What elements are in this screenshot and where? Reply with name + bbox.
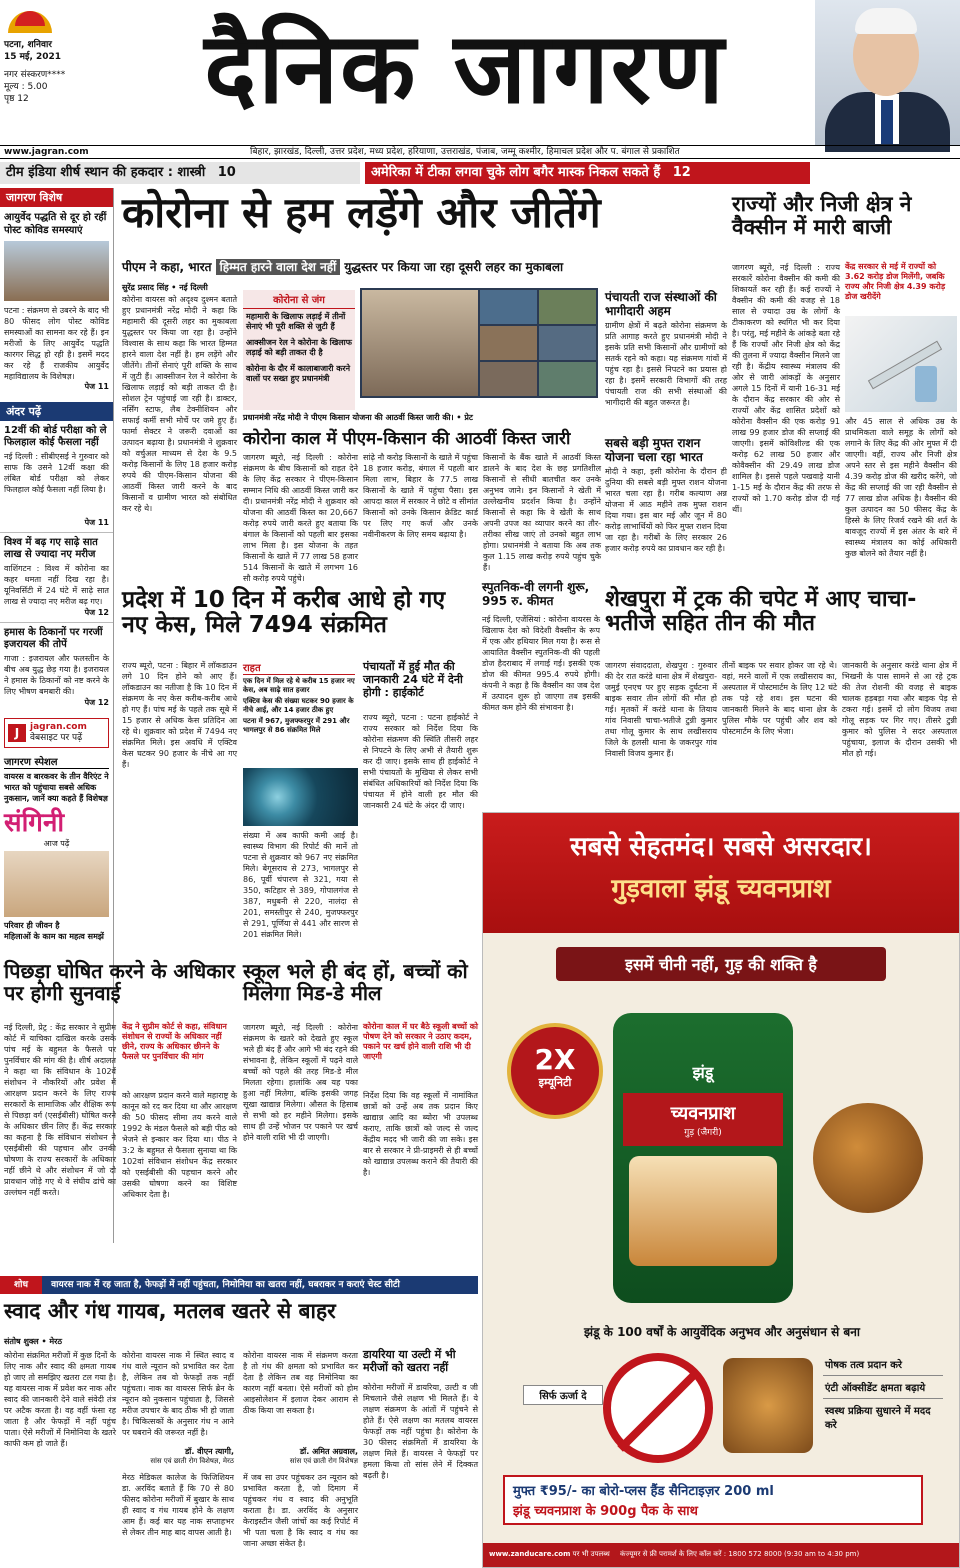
city-day: पटना, शनिवार — [4, 40, 52, 50]
edition: नगर संस्करण**** — [4, 70, 66, 80]
research-text: कोरोना संक्रमित मरीजों में कुछ दिनों के लिए नाक और स्वाद की क्षमता गायब हो जाए तो समझिए खतरा टल गया है। यह वायरस नाक में प्रवेश कर नाक और स्वाद की जानकारी देने वाले संवेदी तंत्र पर अटैक करता है। वह वहीं फंसा रह जाता है और फेफड़ों में नहीं पहुंच पाता। ऐसे मरीजों में निमोनिया के खतरे काफी कम हो जाते हैं। — [4, 1351, 116, 1448]
immunity-badge: 2X इम्यूनिटी — [507, 1023, 603, 1119]
court-headline[interactable]: पंचायतों में हुई मौत की जानकारी 24 घंटे में देनी होगी : हाईकोर्ट — [363, 660, 463, 699]
epaper-box[interactable]: J jagran.com वेबसाइट पर पढ़ें — [4, 718, 109, 748]
inside-item[interactable]: 12वीं की बोर्ड परीक्षा को ले फिलहाल कोई फैसला नहीं नई दिल्ली : सीबीएसई ने गुरुवार को साफ कि उसने 12वीं कक्षा की लंबित बोर्ड परीक्षा को लेकर फिलहाल कोई फैसला नहीं लिया है। पेज 11 — [4, 425, 109, 527]
kisan-text-3: किसानों के बैंक खाते में आठवीं किस्त डालने के बाद देश के छह प्रगतिशील किसानों से सीधी बातचीत कर उनके अनुभव जाने। इन किसानों ने खेती में उल्लेखनीय प्रदर्शन किया है। उन्होंने किसानों से कहा कि वे खेती के साथ अपनी उपज का व्यापार करने का तौर-तरीका सीख जाएं तो उनको बहुत लाभ होगा। प्रधानमंत्री ने बताया कि अब तक कुल 1.15 लाख करोड़ रुपये पहुंच चुके हैं। — [483, 453, 601, 572]
teaser-usa-mask[interactable]: अमेरिका में टीका लगवा चुके लोग बगैर मास्क निकल सकते हैं 12 — [365, 162, 810, 184]
jagran-special[interactable]: जागरण स्पेशल वायरस व बारकवर के तीन वैरिएंट ने भारत को पहुंचाया सबसे अधिक नुकसान, जानें क्या कहते हैं विशेषज्ञ — [4, 754, 109, 804]
research-text-5: में जब सा उपर पहुंचकर उन न्यूरान को प्रभावित करता है, जो दिमाग में पहुंचकर गंध व स्वाद की अनुभूति कराता है। डा. अरविंद के अनुसार केराइस्टीन जैसी जांचों का कई रिपोर्ट में भी पता चला है कि स्वाद व गंध का जाना अच्छा संकेत है। — [243, 1473, 358, 1548]
school-kicker: कोरोना काल में घर बैठे स्कूली बच्चों को पोषण देने को सरकार ने उठाए कदम, पकाने पर खर्च होने वाली राशि भी दी जाएगी — [363, 1022, 478, 1061]
special-photo — [4, 241, 109, 301]
no-sugar-icon — [603, 1353, 713, 1463]
reservation-text: नई दिल्ली, प्रेट्र : केंद्र सरकार ने सुप्रीम कोर्ट में याचिका दाखिल करके उसके पांच मई के बहुमत के फैसले पर पुनर्विचार की मांग की है। शीर्ष अदालत ने कहा था कि संविधान के 102वें संशोधन ने नौकरियों और प्रवेश में आरक्षण प्रदान करने के लिए राज्य सरकारों के सामाजिक और शैक्षिक रूप से पिछड़ा वर्ग (एसईबीसी) घोषित करने के अधिकार छीन लिए हैं। केंद्र सरकार का कहना है कि संविधान संशोधन ने एसईबीसी की पहचान और उनकी घोषणा के राज्य सरकारों के अधिकार नहीं छीने थे और संशोधन में जो दो प्रावधान जोड़े गए थे वे संघीय ढांचे का उल्लंघन नहीं करते। — [4, 1023, 116, 1197]
lead-subhead: पीएम ने कहा, भारत हिम्मत हारने वाला देश नहीं युद्धस्तर पर किया जा रहा दूसरी लहर का मुकाबला — [122, 260, 564, 274]
special-label: जागरण विशेष — [0, 188, 113, 207]
corona-jang-box: कोरोना से जंग महामारी के खिलाफ लड़ाई में तीनों सेनाएं भी पूरी शक्ति से जुटी हैं आक्सीजन रेल ने कोरोना के खिलाफ लड़ाई को बड़ी ताकत दी है कोरोना के दौर में कालाबाजारी करने वालों पर सख्त हुए प्रधानमंत्री — [243, 290, 355, 410]
panchayat-text: ग्रामीण क्षेत्रों में बढ़ते कोरोना संक्रमण के प्रति आगाह करते हुए प्रधानमंत्री मोदी ने इसके प्रति सभी किसानों और ग्रामीणों को सतर्क रहने को कहा। यह संक्रमण गांवों में पहुंच रहा है। इससे निपटने का प्रयास हो रहा है। इसमें सरकारी विभागों की तरह पंचायती राज की सभी संस्थाओं की भागीदारी की बहुत जरूरत है। — [605, 321, 727, 407]
sputnik-headline[interactable]: स्पुतनिक-वी लगनी शुरू, 995 रु. कीमत — [482, 580, 590, 608]
ad-subtag: इसमें चीनी नहीं, गुड़ की शक्ति है — [556, 947, 886, 981]
inside-label: अंदर पढ़ें — [0, 402, 113, 421]
bihar-text-2: संख्या में अब काफी कमी आई है। स्वास्थ्य विभाग की रिपोर्ट की मानें तो पटना से शुक्रवार को 967 नए संक्रमित मिले। बेगूसराय से 273, भागलपुर से 86, पूर्वी चंपारण से 321, गया से 350, कटिहार से 389, गोपालगंज से 387, मधुबनी से 220, नालंदा से 201, समस्तीपुर से 240, मुजफ्फरपुर से 291, पूर्णिया से 441 और सारण से 201 संक्रमित मिले। — [243, 831, 358, 939]
masthead[interactable]: दैनिक जागरण — [204, 11, 726, 126]
published-states: बिहार, झारखंड, दिल्ली, उत्तर प्रदेश, मध्य प्रदेश, हरियाणा, उत्तराखंड, पंजाब, जम्मू कश्मीर, हिमाचल प्रदेश और प. बंगाल से प्रकाशित — [250, 147, 680, 157]
research-strip: शोध वायरस नाक में रह जाता है, फेफड़ों में नहीं पहुंचता, निमोनिया का खतरा नहीं, घबराकर न कराएं चेस्ट सीटी — [0, 1276, 478, 1294]
sheikhpura-headline[interactable]: शेखपुरा में ट्रक की चपेट में आए चाचा-भतीजे सहित तीन की मौत — [605, 587, 917, 637]
reservation-headline[interactable]: पिछड़ा घोषित करने के अधिकार पर होगी सुनवाई — [4, 959, 235, 1005]
jaggery-image — [813, 1103, 923, 1213]
pages: पृष्ठ 12 — [4, 94, 29, 104]
offer-banner: मुफ्त ₹95/- का बोरो-प्लस हैंड सैनिटाइज़र 200 ml झंडू च्यवनप्राश के 900g पैक के साथ — [503, 1475, 923, 1525]
quote-tyagi: डॉ. वीएन त्यागी, सांस एवं छाती रोग विशेषज्ञ, मेरठ — [150, 1447, 234, 1465]
rahat-box: राहत एक दिन में मिल रहे थे करीब 15 हजार नए केस, अब साढ़े सात हजार एक्टिव केस की संख्या घटकर 90 हजार के नीचे आई, और 14 हजार ठीक हुए पटना में 967, मुजफ्फरपुर में 291 और भागलपुर से 86 संक्रमित मिले — [243, 660, 355, 760]
school-headline[interactable]: स्कूल भले ही बंद हों, बच्चों को मिलेगा मिड-डे मील — [243, 959, 468, 1005]
ad-footer: www.zanducare.com पर भी उपलब्ध कंज्यूमर से फ्री परामर्श के लिए कॉल करें : 1800 572 8000 (9:30 am to 4:30 pm) — [483, 1543, 959, 1567]
inside-item[interactable]: हमास के ठिकानों पर गरजीं इजरायल की तोपें गाजा : इजरायल और फलस्तीन के बीच अब युद्ध छेड़ गया है। इजरायल ने हमास के ठिकानों को नष्ट करने के लिए भीषण बमबारी की। पेज 12 — [0, 622, 113, 712]
kisan-text: जागरण ब्यूरो, नई दिल्ली : कोरोना संक्रमण के बीच किसानों को राहत देने के लिए केंद्र सरकार ने पीएम-किसान सम्मान निधि की आठवीं किस्त जारी कर दी। प्रधानमंत्री नरेंद्र मोदी ने शुक्रवार को योजना की आठवीं किस्त का 20,667 करोड़ रुपये जारी करते हुए बताया कि बंगाल के किसानों को पहली बार इसका लाभ मिला है। इस योजना के तहत किसानों के खाते में 77 लाख 58 हजार 514 किसानों के खाते में लगभग 16 सौ करोड़ रुपये पहुंचे। — [243, 453, 358, 583]
ration-headline[interactable]: सबसे बड़ी मुफ्त राशन योजना चला रहा भारत — [605, 436, 703, 464]
jagran-sun-logo — [8, 11, 52, 33]
reservation-text-2: को आरक्षण प्रदान करने वाले महाराष्ट्र के कानून को रद कर दिया था और आरक्षण की 50 फीसद सीमा तय करने वाले 1992 के मंडल फैसले को बड़ी पीठ को भेजने से इन्कार कर दिया था। पीठ ने 3:2 के बहुमत से फैसला सुनाया था कि 102वां संविधान संशोधन केंद्र सरकार को एसईबीसी की पहचान करने और उसकी घोषणा करने का विशिष्ट अधिकार देता है। — [122, 1091, 237, 1199]
diarrhea-headline[interactable]: डायरिया या उल्टी में भी मरीजों को खतरा नहीं — [363, 1348, 456, 1374]
special-page: पेज 11 — [84, 382, 109, 391]
research-headline[interactable]: स्वाद और गंध गायब, मतलब खतरे से बाहर — [4, 1299, 336, 1323]
vaccine-text-2: और 45 साल से अधिक उम्र के प्राथमिकता वाले समूह के लोगों को लगाने के लिए केंद्र की ओर मुफ्त में दी जाएगी। वहीं, राज्य और निजी क्षेत्र अपने स्तर से इस महीने वैक्सीन की 4.39 करोड़ डोज की खरीद करेंगे, जो केंद्र की सप्लाई की जा रही वैक्सीन से 77 लाख डोज अधिक है। वैक्सीन की कुल उत्पादन का 50 फीसद केंद्र के हिस्से के लिए रिजर्व रखने की शर्त के बावजूद राज्यों में इस अंतर के बारे में स्वास्थ्य मंत्रालय का कोई अधिकारी कुछ बोलने को तैयार नहीं है। — [845, 417, 957, 558]
reservation-kicker: केंद्र ने सुप्रीम कोर्ट से कहा, संविधान संशोधन से राज्यों के अधिकार नहीं छीने, राज्य के अधिकार छीनने के फैसले पर पुनर्विचार की मांग — [122, 1022, 227, 1061]
quote-agarwal: डॉ. अमित अग्रवाल, सांस एवं छाती रोग विशेषज्ञ — [289, 1447, 358, 1465]
panchayat-headline[interactable]: पंचायती राज संस्थाओं की भागीदारी अहम — [605, 290, 717, 318]
sugar-label: सिर्फ ऊर्जा दे — [523, 1385, 603, 1405]
school-text: जागरण ब्यूरो, नई दिल्ली : कोरोना संक्रमण के खतरे को देखते हुए स्कूल भले ही बंद हैं और आगे भी बंद रहने की संभावना है, लेकिन स्कूलों में पढ़ने वाले बच्चों को पहले की तरह मिड-डे मील मिलता रहेगा। हालांकि अब यह पका हुआ नहीं मिलेगा, बल्कि इसकी जगह सूखा खाद्यान्न मिलेगा। औसत के हिसाब से सभी को हर महीने मिलेगा। इसके साथ ही उन्हें भोजन पर पकाने पर खर्च होने वाली राशि भी दी जाएगी। — [243, 1023, 358, 1142]
teaser-cricket[interactable]: टीम इंडिया शीर्ष स्थान की हकदार : शास्त्री 10 — [0, 162, 360, 184]
vaccine-caption: केंद्र सरकार से मई में राज्यों को 3.62 करोड़ डोज मिलेंगी, जबकि राज्य और निजी क्षेत्र 4.39 करोड़ डोज खरीदेंगे — [845, 262, 946, 301]
vaccine-headline[interactable]: राज्यों और निजी क्षेत्र ने वैक्सीन में मारी बाजी — [732, 191, 912, 240]
lead-text: कोरोना वायरस को अदृश्य दुश्मन बताते हुए प्रधानमंत्री नरेंद्र मोदी ने कहा कि महामारी की दूसरी लहर का मुकाबला युद्धस्तर पर किया जा रहा है। उन्होंने विश्वास के साथ कहा कि भारत हिम्मत हारने वाला देश नहीं है। हम लड़ेंगे और जीतेंगे। तीनों सेनाएं पूरी शक्ति के साथ में जुटी हैं। आक्सीजन रेल ने कोरोना के खिलाफ लड़ाई को बड़ी ताकत दी है। सोशल ट्रेन पहुंचाई जा रही है। डाक्टर, नर्सिंग स्टाफ, लैब टेक्नीशियन और सफाई कर्मी सभी मोर्चे पर जमे हुए हैं। फार्मा सेक्टर ने जरूरी दवाओं का उत्पादन बढ़ाया है। प्रधानमंत्री ने शुक्रवार को वर्चुअल माध्यम से देश के 9.5 करोड़ किसानों के लिए 18 हजार करोड़ रुपये की पीएम-किसान योजना की आठवीं किस्त जारी करने के बाद किसानों व ग्रामीण भारत को संबोधित कर रहे थे। — [122, 295, 237, 513]
special-text: पटना : संक्रमण से उबरने के बाद भी 80 फीसद लोग पोस्ट कोविड समस्याओं का सामना कर रहे हैं। इन मरीजों के लिए आयुर्वेद पद्धति कारगर सिद्ध हो रही है। इसमें मदद कर रहे हैं राजकीय आयुर्वेद महाविद्यालय के विशेषज्ञ। — [4, 306, 109, 381]
ad-heritage: झंडू के 100 वर्षों के आयुर्वेदिक अनुभव और अनुसंधान से बना — [584, 1325, 860, 1339]
syringe-photo — [845, 316, 957, 412]
sputnik-text: नई दिल्ली, एजेंसियां : कोरोना वायरस के खिलाफ देश को विदेशी वैक्सीन के रूप में एक और हथियार मिल गया है। रूस से आयातित वैक्सीन स्पुतनिक-वी की पहली डोज हैदराबाद में लगाई गई। इसकी एक डोज की कीमत 995.4 रुपये होगी। कंपनी ने कहा है कि वैक्सीन का जब देश में उत्पादन शुरू हो जाएगा तब इसकी कीमत कम होने की संभावना है। — [482, 615, 600, 712]
virus-image — [243, 768, 358, 826]
diarrhea-text: कोरोना मरीजों में डायरिया, उल्टी व जी मिचलाने जैसे लक्षण भी मिलते हैं। ये लक्षण संक्रमण के आंतों में पहुंचने से होते हैं। ऐसे लक्षण का मतलब वायरस फेफड़ों तक नहीं पहुंचा है। कोरोना के 30 फीसद संक्रमितों में डायरिया के लक्षण मिले हैं। वायरस ने फेफड़ों पर हमला किया तो सांस लेने में दिक्कत बढ़ती है। — [363, 1383, 478, 1480]
edition-info — [4, 4, 120, 105]
research-text-3: कोरोना वायरस नाक में संक्रमण करता है तो गंध की क्षमता को प्रभावित कर देता है लेकिन तब वह निमोनिया का कारण नहीं बनता। ऐसे मरीजों को होम आइसोलेशन में इलाज देकर आराम से ठीक किया जा सकता है। — [243, 1351, 358, 1415]
date: 15 मई, 2021 — [4, 52, 62, 62]
sheikhpura-text: जागरण संवाददाता, शेखपुरा : गुरुवार की देर रात करंडे थाना क्षेत्र में शेखपुरा-जमुई एनएच पर हुए सड़क दुर्घटना में बाइक सवार तीन लोगों की मौत हो गई। मृतकों में करंडे थाना के तियाय गांव निवासी चाचा-भतीजे टुन्नी कुमार तथा गोलू कुमार के साथ लखीसराय जिले के हलसी थाना के जकरपुर गांव निवासी विजय कुमार हैं। — [605, 661, 717, 758]
j-logo-icon: J — [8, 724, 26, 742]
web-line — [0, 145, 960, 159]
sangini-photo — [4, 851, 109, 917]
chyawanprash-jar: झंडू च्यवनप्राश गुड़ (जैगरी) — [613, 1013, 793, 1303]
lead-headline[interactable]: कोरोना से हम लड़ेंगे और जीतेंगे — [122, 188, 601, 237]
bihar-headline[interactable]: प्रदेश में 10 दिन में करीब आधे हो गए नए केस, मिले 7494 संक्रमित — [122, 587, 446, 639]
pm-video-photo — [360, 288, 598, 398]
court-text: राज्य ब्यूरो, पटना : पटना हाईकोर्ट ने राज्य सरकार को निर्देश दिया कि कोरोना संक्रमण की स्थिति तीसरी लहर से निपटने के लिए अभी से तैयारी शुरू कर दी जाए। इसके साथ ही हाईकोर्ट ने सभी पंचायतों के मुखिया से लेकर सभी संबंधित अधिकारियों को निर्देश दिया कि पंचायत में होने वाली हर मौत की जानकारी 24 घंटे के अंदर दी जाए। — [363, 713, 478, 810]
photo-biden — [815, 0, 960, 145]
price: मूल्य : 5.00 — [4, 82, 48, 92]
website-link[interactable]: www.jagran.com — [4, 147, 89, 157]
research-byline: संतोष शुक्ल • मेरठ — [4, 1337, 63, 1346]
jaggery-bowl-image — [723, 1358, 813, 1453]
ration-text: मोदी ने कहा, इसी कोरोना के दौरान ही दुनिया की सबसे बड़ी मुफ्त राशन योजना भारत चला रहा है। गरीब कल्याण अन्न योजना में आठ महीने तक मुफ्त राशन दिया गया। इस बार मई और जून में 80 करोड़ लाभार्थियों को फिर मुफ्त राशन दिया जा रहा है। गरीबों के लिए सरकार 26 हजार करोड़ रुपये का प्रावधान कर रही है। — [605, 467, 727, 553]
school-text-2: निर्देश दिया कि वह स्कूलों में नामांकित छात्रों को उन्हें अब तक प्रदान किए खाद्यान्न आदि का ब्योरा भी उपलब्ध कराए, ताकि छात्रों को जल्द से जल्द केंद्रीय मदद भी जारी की जा सके। इस बार से सरकार ने प्री-प्राइमरी से ही बच्चों को खाद्यान्न उपलब्ध कराने की तैयारी की है। — [363, 1091, 478, 1177]
sheikhpura-text-3: जानकारी के अनुसार करंडे थाना क्षेत्र में भिखनी के पास सामने से आ रहे ट्रक की तेज रोशनी की वजह से बाइक चालक हड़बड़ा गया और बाइक पेड़ से टकरा गई। इसमें दो लोग विजय तथा गोलू सड़क पर गिर गए। तीसरे टुन्नी कुमार को पुलिस ने सदर अस्पताल पहुंचाया, इलाज के दौरान उसकी भी मौत हो गई। — [842, 661, 957, 758]
lead-byline: सुरेंद्र प्रसाद सिंह • नई दिल्ली — [122, 283, 208, 292]
zandu-ad[interactable] — [482, 812, 960, 1568]
research-text-4: मेरठ मेडिकल कालेज के फिजिशियन डा. अरविंद बताते हैं कि 70 से 80 फीसद कोरोना मरीजों में बुखार के साथ ही स्वाद व गंध गायब होने के लक्षण आम हैं। कई बार यह नाक सप्ताहभर से लेकर तीन माह बाद वापस आती है। — [122, 1473, 234, 1537]
benefits-list: पोषक तत्व प्रदान करे एंटी ऑक्सीडेंट क्षमता बढ़ाये स्वस्थ प्रक्रिया सुधारने में मदद करे — [823, 1353, 943, 1435]
kisan-text-2: सांढ़े नौ करोड़ किसानों के खाते में पहुंचा 18 हजार करोड़, बंगाल में पहली बार मिला लाभ, बिहार के 77.5 लाख किसानों के खाते में पहुंचा पैसा। इस आपदा काल में सरकार ने छोटे व सीमांत किसानों को उनके किसान क्रेडिट कार्ड पर लिए गए कर्ज और उनके नवीनीकरण के लिए समय बढ़ाया है। — [363, 453, 478, 539]
sheikhpura-text-2: तीनों बाइक पर सवार होकर जा रहे थे। वहां, मरने वालों में एक लखीसराय का, अस्पताल में पोस्टमार्टम के लिए 12 घंटे तक पड़े रहे शव। इस घटना की जानकारी मिलने के बाद थाना क्षेत्र के पुलिस मौके पर पहुंची और शव को पोस्टमार्टम के लिए भेजा। — [722, 661, 837, 736]
vaccine-text: जागरण ब्यूरो, नई दिल्ली : राज्य सरकारें कोरोना वैक्सीन की कमी की शिकायतें कर रही हैं। कई राज्यों ने वैक्सीन की कमी की वजह से 18 साल से ज्यादा उम्र के लोगों के टीकाकरण को स्थगित भी कर दिया है। परंतु, मई महीने के आंकड़े बता रहे हैं कि राज्यों और निजी क्षेत्र को केंद्र की तुलना में ज्यादा वैक्सीन मिलने जा रही है। केंद्रीय स्वास्थ्य मंत्रालय की ओर से जारी आंकड़ों के अनुसार अगले 15 दिनों में यानी 16-31 मई के दौरान केंद्र सरकार की ओर से राज्यों और केंद्र शासित प्रदेशों को कोरोना वैक्सीन की एक करोड़ 91 लाख 99 हजार डोज की सप्लाई की जाएगी। इसमें कोविशील्ड की एक करोड़ 62 लाख 50 हजार और कोवैक्सीन की 29.49 लाख डोज शामिल है। इससे पहले पखवाड़े यानी 1-15 मई के दौरान केंद्र की तरफ से राज्यों को 1.70 करोड़ डोज दी गई थीं। — [732, 263, 840, 514]
special-headline[interactable]: आयुर्वेद पद्धति से दूर हो रहीं पोस्ट कोविड समस्याएं — [4, 212, 107, 236]
kisan-headline[interactable]: कोरोना काल में पीएम-किसान की आठवीं किस्त जारी — [243, 429, 571, 449]
sangini-box[interactable]: संगिनी आज पढ़ें परिवार ही जीवन है महिलाओं के काम का महत्व समझें — [4, 808, 109, 942]
ad-banner: सबसे सेहतमंद। सबसे असरदार। गुड़वाला झंडू च्यवनप्राश — [483, 813, 959, 933]
inside-item[interactable]: विश्व में बढ़ गए साढ़े सात लाख से ज्यादा नए मरीज वाशिंगटन : विश्व में कोरोना का कहर थमता नहीं दिख रहा है। यूनिवर्सिटी में 24 घंटे में साढ़े सात लाख से ज्यादा नए मरीज बढ़ गए। पेज 12 — [0, 532, 113, 622]
pm-photo-caption: प्रधानमंत्री नरेंद्र मोदी ने पीएम किसान योजना की आठवीं किस्त जारी की। • प्रेट — [243, 413, 473, 422]
bihar-text: राज्य ब्यूरो, पटना : बिहार में लॉकडाउन लगे 10 दिन होने को आए हैं। लॉकडाउन का नतीजा है कि 10 दिन में संक्रमण के नए केस करीब-करीब आधे हो गए हैं। पांच मई के पहले तक सूबे में 15 हजार से अधिक केस प्रतिदिन आ रहे थे। शुक्रवार को प्रदेश में 7494 नए संक्रमित मिले। इस अवधि में एक्टिव केस घटकर 90 हजार के नीचे आ गए हैं। — [122, 661, 237, 769]
research-text-2: कोरोना वायरस नाक में स्थित स्वाद व गंध वाले न्यूरान को प्रभावित कर देता है, लेकिन तब वो फेफड़ों तक नहीं पहुंचता। नाक का वायरस सिर्फ ब्रेन के न्यूरान को नुकसान पहुंचाता है, जिससे मरीज उपचार के बाद ठीक भी हो जाता है। चिकित्सकों के अनुसार गंध न आने पर घबराने की जरूरत नहीं है। — [122, 1351, 234, 1437]
